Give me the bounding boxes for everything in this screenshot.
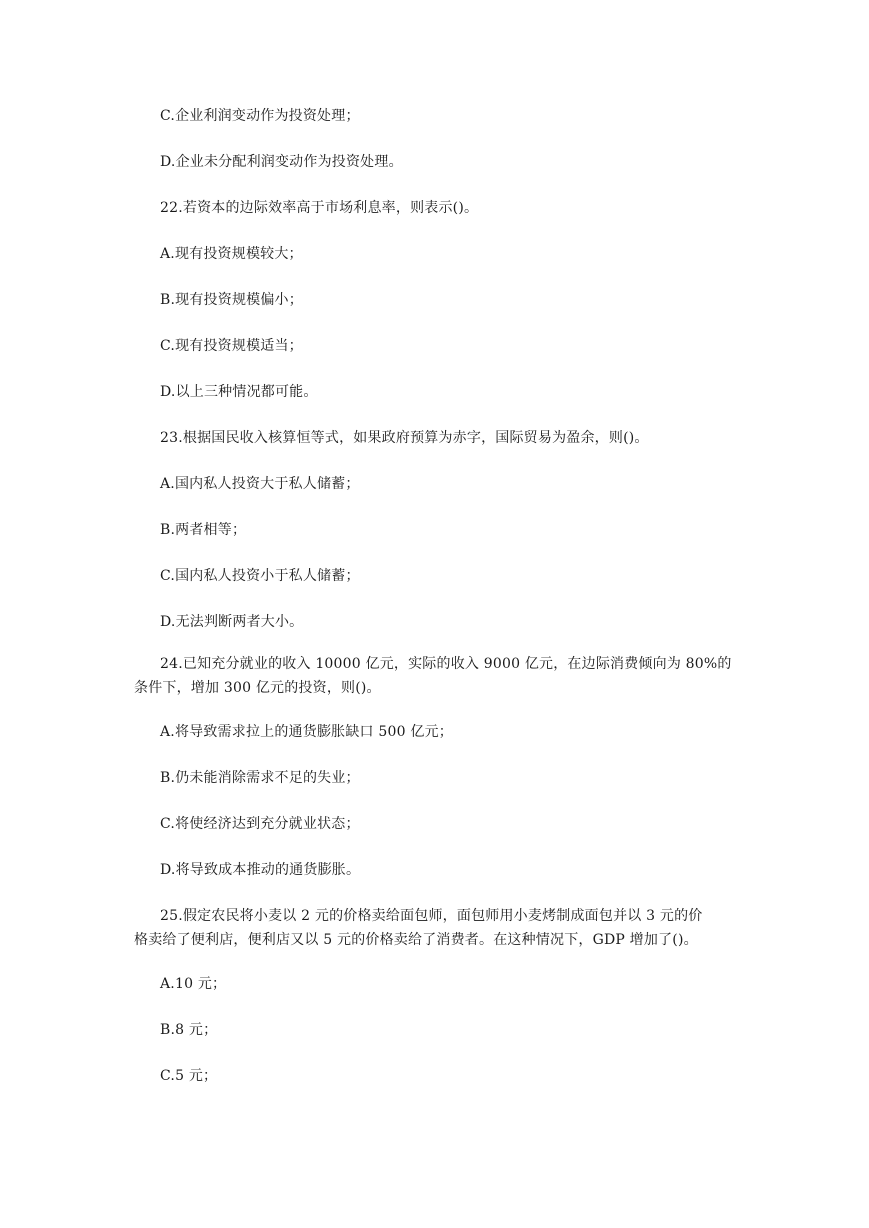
option-24-b: B.仍未能消除需求不足的失业； xyxy=(160,770,360,786)
option-25-c: C.5 元； xyxy=(160,1068,218,1084)
question-25-line-2: 格卖给了便利店，便利店又以 5 元的价格卖给了消费者。在这种情况下，GDP 增加了()。 xyxy=(134,932,698,948)
option-22-b: B.现有投资规模偏小； xyxy=(160,292,303,308)
question-25-line-1: 25.假定农民将小麦以 2 元的价格卖给面包师，面包师用小麦烤制成面包并以 3 元的价 xyxy=(160,908,703,924)
option-24-a: A.将导致需求拉上的通货膨胀缺口 500 亿元； xyxy=(160,724,453,740)
option-21-c: C.企业利润变动作为投资处理； xyxy=(160,108,360,124)
option-21-d: D.企业未分配利润变动作为投资处理。 xyxy=(160,154,403,170)
question-22: 22.若资本的边际效率高于市场利息率，则表示()。 xyxy=(160,200,479,216)
option-22-a: A.现有投资规模较大； xyxy=(160,246,303,262)
option-23-b: B.两者相等； xyxy=(160,522,247,538)
question-24-line-2: 条件下，增加 300 亿元的投资，则()。 xyxy=(134,680,381,696)
option-25-b: B.8 元； xyxy=(160,1022,218,1038)
question-23: 23.根据国民收入核算恒等式，如果政府预算为赤字，国际贸易为盈余，则()。 xyxy=(160,430,649,446)
option-23-a: A.国内私人投资大于私人储蓄； xyxy=(160,476,360,492)
question-24-line-1: 24.已知充分就业的收入 10000 亿元，实际的收入 9000 亿元，在边际消费倾向为 80%的 xyxy=(160,656,732,672)
option-24-d: D.将导致成本推动的通货膨胀。 xyxy=(160,862,361,878)
option-23-c: C.国内私人投资小于私人储蓄； xyxy=(160,568,360,584)
option-24-c: C.将使经济达到充分就业状态； xyxy=(160,816,360,832)
option-22-c: C.现有投资规模适当； xyxy=(160,338,303,354)
option-23-d: D.无法判断两者大小。 xyxy=(160,614,304,630)
option-22-d: D.以上三种情况都可能。 xyxy=(160,384,318,400)
option-25-a: A.10 元； xyxy=(160,976,227,992)
